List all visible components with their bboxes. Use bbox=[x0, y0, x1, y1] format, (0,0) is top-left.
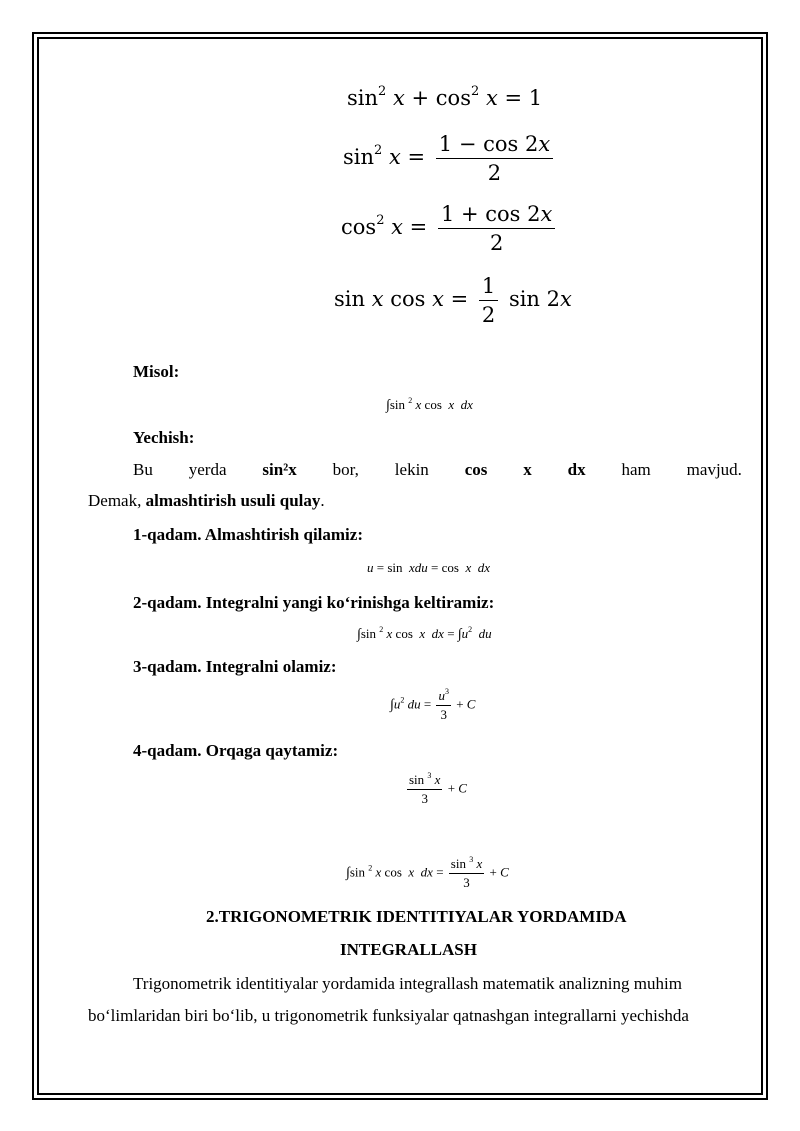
word: sin²x bbox=[262, 460, 297, 479]
example-integral: ∫sin $^2$ x cos x dx bbox=[386, 396, 473, 413]
word: dx bbox=[567, 460, 586, 479]
word: bor, bbox=[332, 460, 359, 479]
formula-cos-squared: $\cos^2 x$ = $\frac{1 + \cos 2x}{2}$ bbox=[341, 202, 559, 255]
substitution-formula: u = sin xdu = cos x dx bbox=[367, 560, 491, 575]
word: yerda bbox=[188, 460, 227, 479]
word: ham bbox=[621, 460, 651, 479]
intro-line-1 bbox=[133, 459, 742, 481]
back-substitution: $\frac{\sin ^3 x}{3}$ + C bbox=[409, 771, 467, 806]
step-4-title: 4-qadam. Orqaga qaytamiz: bbox=[133, 741, 339, 760]
paragraph-line-2: bo‘limlaridan biri bo‘lib, u trigonometrik funksiyalar qatnashgan integrallarni yechishda bbox=[88, 1006, 689, 1025]
transformed-integral: ∫sin $^2$ x cos x dx = $\int u^2$ du bbox=[357, 625, 492, 642]
yechish-label: Yechish: bbox=[133, 428, 195, 447]
word: mavjud. bbox=[686, 460, 742, 479]
formula-pythagorean-identity: $\sin^2 x + \cos^2 x = 1$ bbox=[347, 84, 543, 110]
text: Demak, bbox=[88, 491, 146, 510]
word: x bbox=[523, 460, 532, 479]
step-2-title: 2-qadam. Integralni yangi ko‘rinishga keltiramiz: bbox=[133, 593, 495, 612]
final-answer: ∫sin $^2$ x cos x dx = $\frac{\sin ^3 x}{3}$ + C bbox=[346, 855, 509, 890]
word: Bu bbox=[133, 460, 153, 479]
step-1-title: 1-qadam. Almashtirish qilamiz: bbox=[133, 525, 363, 544]
formula-sin-cos-product: sin x cos x = $\frac{1}{2}$ sin 2x bbox=[334, 274, 572, 327]
word: lekin bbox=[394, 460, 429, 479]
formula-sin-squared: $\sin^2 x$ = $\frac{1 - \cos 2x}{2}$ bbox=[343, 132, 557, 185]
word: cos bbox=[464, 460, 488, 479]
section-heading-line-1: 2.TRIGONOMETRIK IDENTITIYALAR YORDAMIDA bbox=[206, 907, 627, 926]
bold-text: almashtirish usuli qulay bbox=[145, 491, 321, 510]
intro-line-2 bbox=[88, 490, 325, 512]
paragraph-line-1: Trigonometrik identitiyalar yordamida integrallash matematik analizning muhim bbox=[133, 974, 682, 993]
misol-label: Misol: bbox=[133, 362, 180, 381]
integral-result: $\int u^2$ du = $\frac{u^3}{3}$ + C bbox=[390, 687, 476, 722]
step-3-title: 3-qadam. Integralni olamiz: bbox=[133, 657, 337, 676]
section-heading-line-2: INTEGRALLASH bbox=[340, 940, 477, 959]
text: . bbox=[320, 491, 325, 510]
